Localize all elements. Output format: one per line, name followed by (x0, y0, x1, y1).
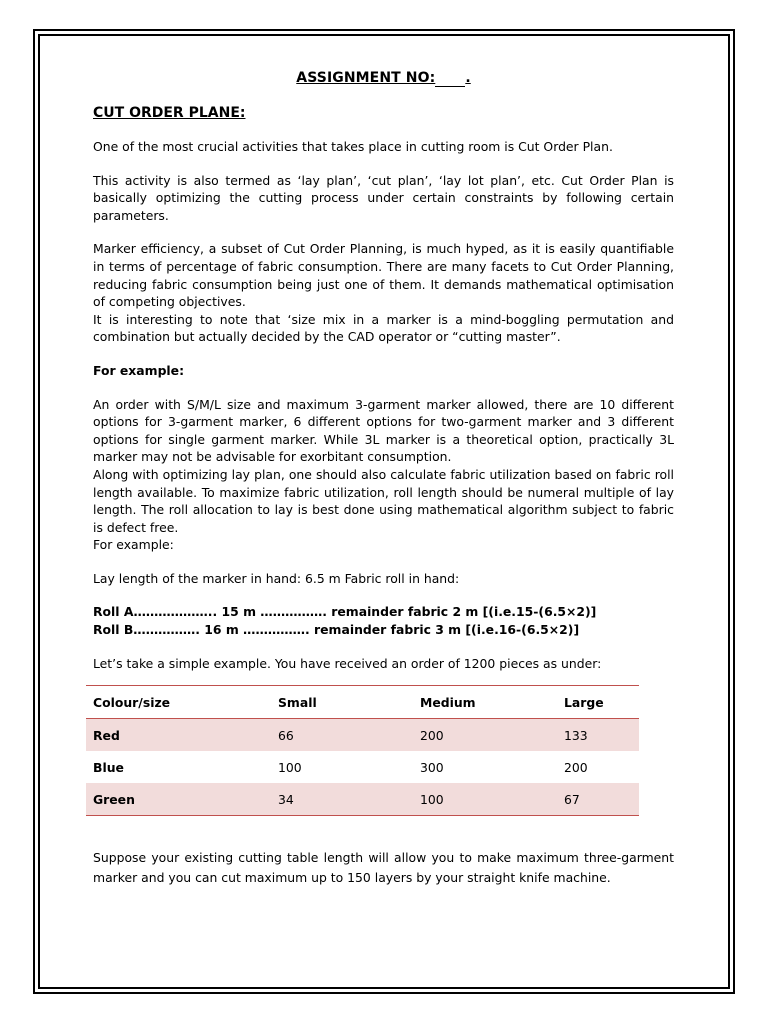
table-cell: 300 (420, 759, 444, 775)
table-row (86, 751, 639, 783)
table-header-cell: Colour/size (93, 694, 171, 710)
order-size-table (86, 685, 639, 816)
paragraph-sml-order: An order with S/M/L size and maximum 3-garment marker allowed, there are 10 different options for 3-garment marker, 6 different options for two-garment marker and 3 different options for single garment marker. While 3L marker is a theoretical option, practically 3L marker may not be advisable for exorbitant consumption. (93, 396, 674, 465)
paragraph-size-mix: It is interesting to note that ‘size mix in a marker is a mind-boggling permutation and combination but actually decided by the CAD operator or “cutting master”. (93, 311, 674, 345)
assignment-heading (93, 70, 674, 87)
table-cell: 200 (564, 759, 588, 775)
table-cell-colour: Green (86, 783, 271, 816)
paragraph-cutting-table: Suppose your existing cutting table length will allow you to make maximum three-garment marker and you can cut maximum up to 150 layers by your straight knife machine. (93, 850, 674, 886)
paragraph-order-intro: Let’s take a simple example. You have received an order of 1200 pieces as under: (93, 655, 602, 671)
table-cell-colour: Blue (93, 759, 124, 775)
for-example-heading-1: For example: (93, 362, 185, 378)
table-cell: 200 (413, 719, 557, 752)
table-cell: 67 (557, 783, 639, 816)
assignment-number-blank (435, 70, 465, 87)
paragraph-fabric-utilization: Along with optimizing lay plan, one should also calculate fabric utilization based on fabric roll length available. To maximize fabric utilization, roll length should be numeral multiple of lay length. The roll allocation to lay is best done using mathematical algorithm subject to fabric is defect free. (93, 466, 674, 535)
table-cell: 100 (413, 783, 557, 816)
assignment-label: ASSIGNMENT NO: (296, 70, 436, 86)
paragraph-lay-plan: This activity is also termed as ‘lay plan’, ‘cut plan’, ‘lay lot plan’, etc. Cut Order Plan is basically optimizing the cutting process under certain constraints by following certain parameters. (93, 172, 674, 223)
for-example-heading-2: For example: (93, 537, 174, 553)
table-cell: 66 (271, 719, 413, 752)
table-header-cell: Small (278, 694, 317, 710)
table-row (86, 719, 639, 752)
document-page (93, 66, 674, 888)
table-row (86, 783, 639, 816)
assignment-end: . (465, 70, 471, 86)
section-title: CUT ORDER PLANE: (93, 105, 246, 121)
paragraph-lay-length: Lay length of the marker in hand: 6.5 m Fabric roll in hand: (93, 570, 460, 586)
paragraph-marker-efficiency: Marker efficiency, a subset of Cut Order Planning, is much hyped, as it is easily quantifiable in terms of percentage of fabric consumption. There are many facets to Cut Order Planning, reducing fabric consumption being just one of them. It demands mathematical optimisation of competing objectives. (93, 241, 674, 310)
roll-b-line: Roll B……………. 16 m ……………. remainder fabric 3 m [(i.e.16-(6.5×2)] (93, 622, 580, 638)
table-cell: 100 (278, 759, 302, 775)
paragraph-intro: One of the most crucial activities that takes place in cutting room is Cut Order Plan. (93, 139, 613, 154)
roll-a-line: Roll A……………….. 15 m ……………. remainder fabric 2 m [(i.e.15-(6.5×2)] (93, 604, 597, 620)
table-header-cell: Medium (420, 694, 476, 710)
table-cell: 133 (557, 719, 639, 752)
table-cell-colour: Red (86, 719, 271, 752)
table-header-row (86, 686, 639, 719)
table-cell: 34 (271, 783, 413, 816)
table-header-cell: Large (564, 694, 604, 710)
